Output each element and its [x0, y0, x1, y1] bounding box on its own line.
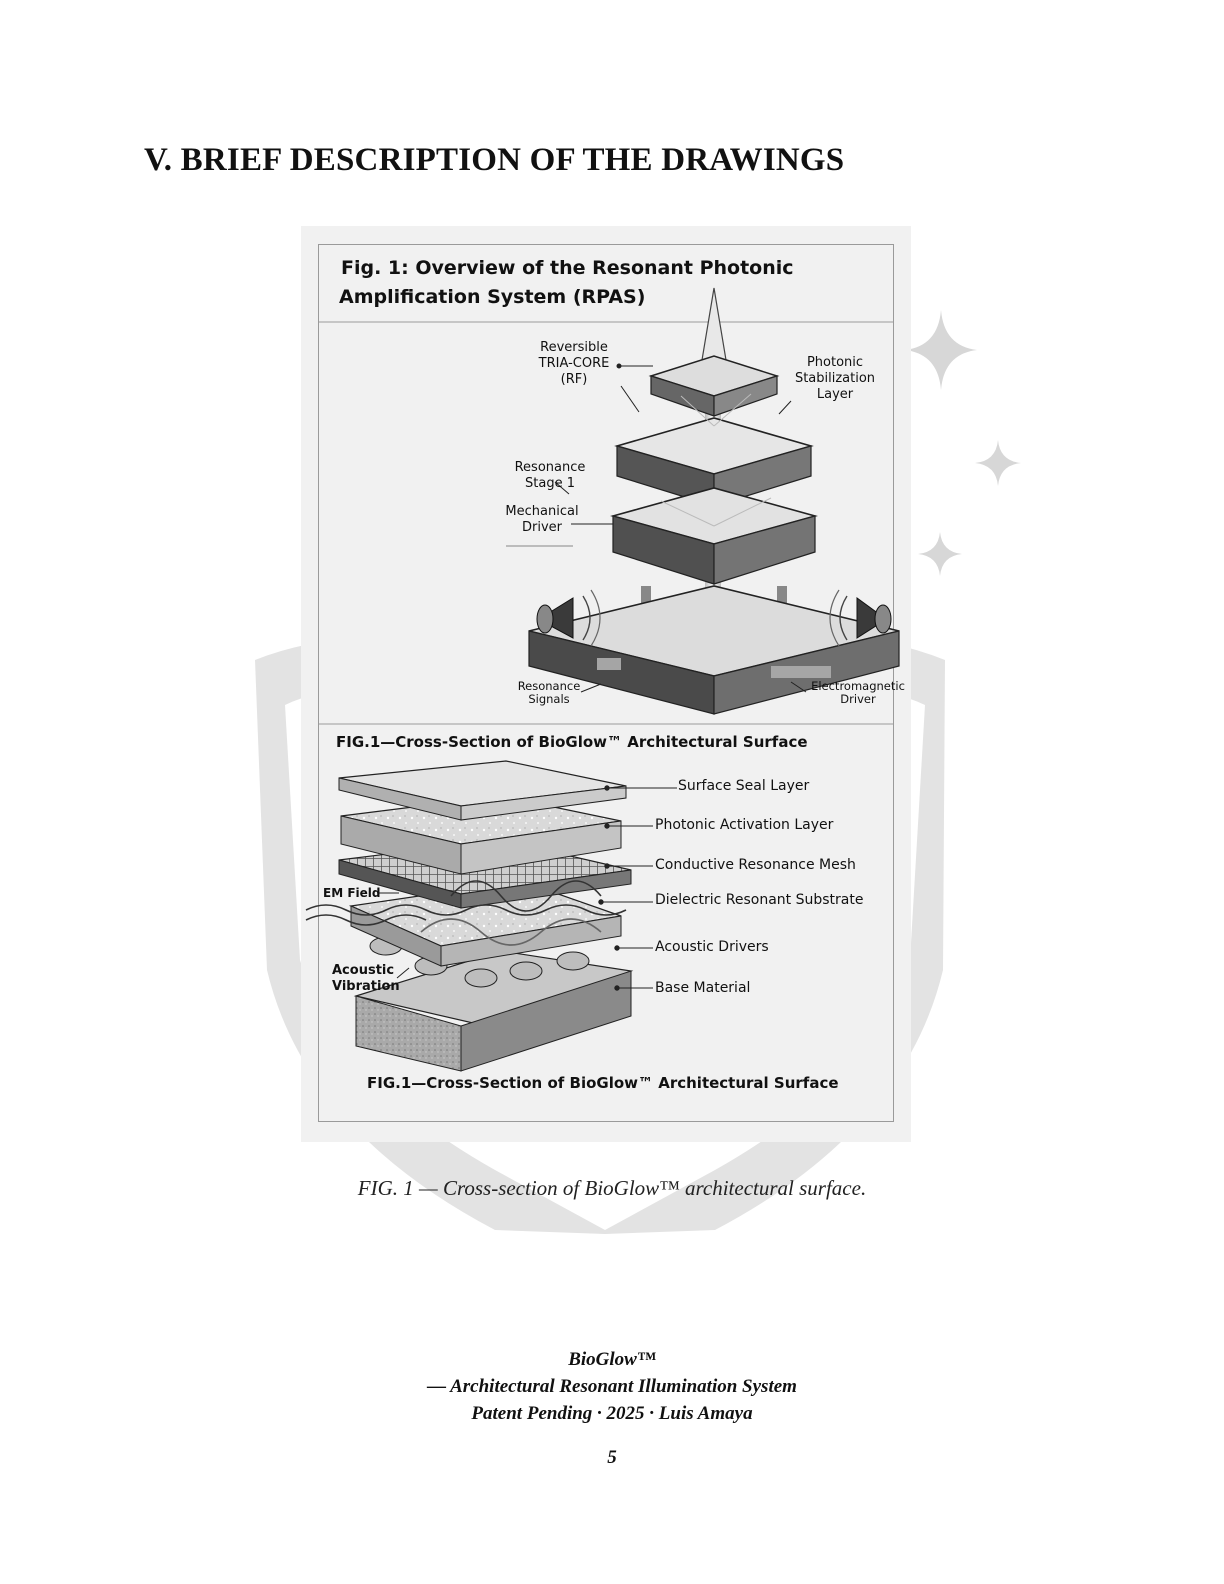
- figure-caption: FIG. 1 — Cross-section of BioGlow™ architectural surface.: [357, 1176, 867, 1200]
- layer-label-base-material: Base Material: [655, 980, 751, 996]
- page-number: 5: [607, 1447, 617, 1468]
- figure-image: [301, 226, 911, 1142]
- footer-patent-line: Patent Pending · 2025 · Luis Amaya: [471, 1403, 753, 1424]
- bioglow-cross-section: [306, 761, 631, 1071]
- label-resonance-signals: Resonance Signals: [517, 679, 581, 706]
- layer-label-acoustic-drivers: Acoustic Drivers: [655, 939, 769, 955]
- page-footer: [0, 1346, 1224, 1427]
- sparkle-icon: [905, 310, 977, 390]
- label-reversible-tria-core: Reversible TRIA-CORE (RF): [538, 340, 610, 387]
- sparkle-icon: [975, 440, 1021, 486]
- cross-section-bottom-title: FIG.1—Cross-Section of BioGlow™ Architectural Surface: [367, 1074, 839, 1092]
- label-resonance-stage: Resonance Stage 1: [514, 460, 586, 491]
- label-electromagnetic-driver: Electromagnetic Driver: [811, 679, 905, 706]
- label-acoustic-vibration: Acoustic Vibration: [332, 963, 400, 994]
- layer-label-surface-seal: Surface Seal Layer: [678, 778, 810, 794]
- layer-label-dielectric-substrate: Dielectric Resonant Substrate: [655, 892, 864, 908]
- label-em-field: EM Field: [323, 886, 381, 900]
- figure-top-title: Fig. 1: Overview of the Resonant Photonic: [341, 257, 794, 279]
- label-mechanical-driver: Mechanical Driver: [505, 504, 579, 535]
- footer-product-name: BioGlow™: [568, 1349, 656, 1370]
- cross-section-title: FIG.1—Cross-Section of BioGlow™ Architectural Surface: [336, 733, 808, 751]
- layer-label-conductive-mesh: Conductive Resonance Mesh: [655, 857, 856, 873]
- footer-product-description: — Architectural Resonant Illumination System: [427, 1376, 797, 1397]
- layer-label-photonic-activation: Photonic Activation Layer: [655, 817, 834, 833]
- figure-top-subtitle: Amplification System (RPAS): [339, 286, 646, 308]
- label-photonic-stabilization-layer: Photonic Stabilization Layer: [794, 355, 876, 402]
- section-heading: V. BRIEF DESCRIPTION OF THE DRAWINGS: [144, 142, 845, 178]
- sparkle-icon: [918, 532, 962, 576]
